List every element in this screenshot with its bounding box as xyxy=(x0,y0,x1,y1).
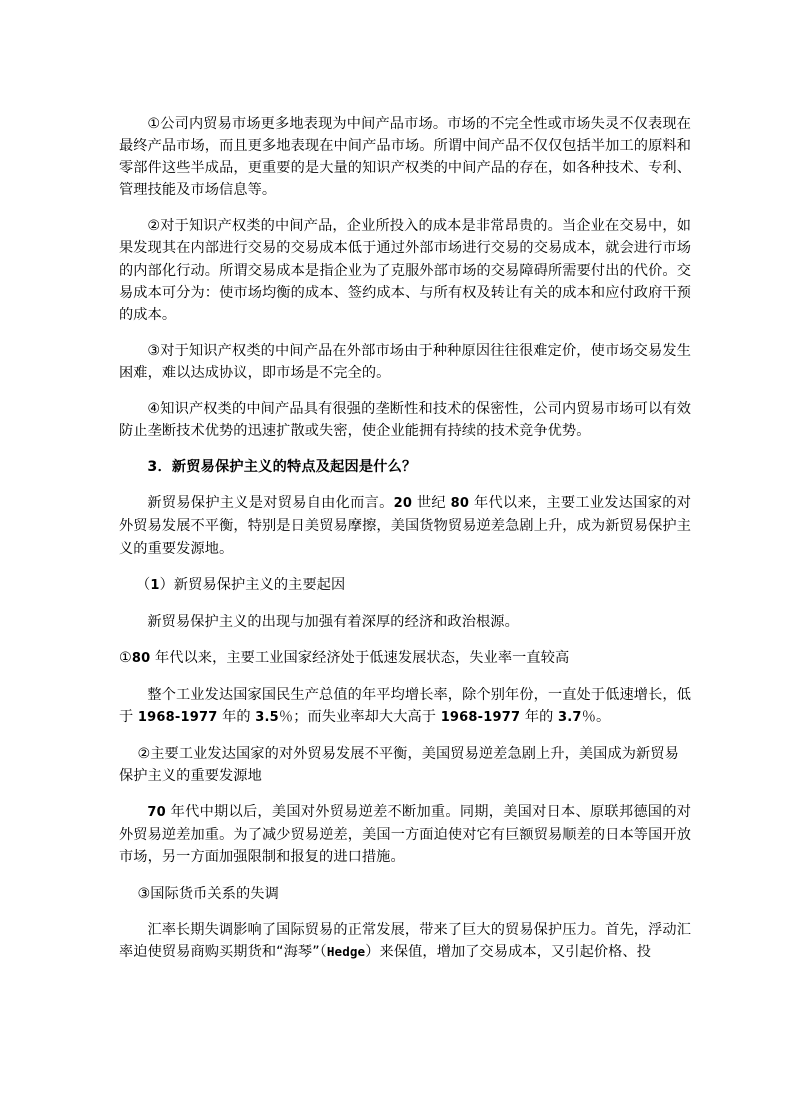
run-years-1968-1977: 1968-1977 xyxy=(440,709,521,725)
paragraph-circle-2: ②对于知识产权类的中间产品，企业所投入的成本是非常昂贵的。当企业在交易中，如果发现其在内部进行交易的交易成本低于通过外部市场进行交易的交易成本，就会进行市场的内部化行动。所谓交易成本是指企业为了克服外部市场的交易障碍所需要付出的代价。交易成本可分为：使市场均衡的成本、签约成本、与所有权及转让有关的成本和应付政府干预的成本。 xyxy=(119,218,691,323)
run-marker-circle-1: ① xyxy=(119,649,132,666)
run-years-1968-1977: 1968-1977 xyxy=(137,709,218,725)
document-text-column xyxy=(119,113,691,977)
run-text: 年代以来，主要工业发达国家的对外贸易发展不平衡，特别是日美贸易摩擦，美国货物贸易逆差急剧上升，成为新贸易保护主义的重要发源地。 xyxy=(119,495,691,557)
run-percent-3-5: 3.5 xyxy=(255,709,279,725)
run-text: ％。 xyxy=(581,708,611,725)
run-text: 年的 xyxy=(520,708,559,725)
paragraph-exchange-rate xyxy=(119,919,691,963)
run-number-80: 80 xyxy=(131,650,151,666)
run-number-80: 80 xyxy=(450,496,470,512)
run-term-hedge: Hedge xyxy=(326,943,366,959)
run-text: ％；而失业率却大大高于 xyxy=(278,708,441,725)
run-text: ）来保值，增加了交易成本，又引起价格、投 xyxy=(365,943,652,960)
run-text: （ xyxy=(136,576,151,593)
paragraph-circle-4: ④知识产权类的中间产品具有很强的垄断性和技术的保密性，公司内贸易市场可以有效防止垄断技术优势的迅速扩散或失密，使企业能拥有持续的技术竞争优势。 xyxy=(119,401,691,440)
section-heading-3: 3．新贸易保护主义的特点及起因是什么？ xyxy=(147,459,417,476)
run-text: 年代中期以后，美国对外贸易逆差不断加重。同期，美国对日本、原联邦德国的对外贸易逆差加重。为了减少贸易逆差，美国一方面迫使对它有巨额贸易顺差的日本等国开放市场，另一方面加强限制和报复的进口措施。 xyxy=(119,804,691,866)
paragraph-circle-1: ①公司内贸易市场更多地表现为中间产品市场。市场的不完全性或市场失灵不仅表现在最终产品市场，而且更多地表现在中间产品市场。所谓中间产品不仅仅包括半加工的原料和零部件这些半成品，更重要的是大量的知识产权类的中间产品的存在，如各种技术、专利、管理技能及市场信息等。 xyxy=(119,116,691,199)
paragraph-growth-rate-stats xyxy=(119,684,691,729)
bullet-item-1 xyxy=(119,647,691,670)
run-percent-3-7: 3.7 xyxy=(558,709,582,725)
run-text: 年代以来，主要工业国家经济处于低速发展状态，失业率一直较高 xyxy=(150,649,570,666)
run-text: 年的 xyxy=(217,708,256,725)
paragraph-circle-3: ③对于知识产权类的中间产品在外部市场由于种种原因往往很难定价，使市场交易发生困难，难以达成协议，即市场是不完全的。 xyxy=(119,342,691,381)
run-number-1: 1 xyxy=(150,577,160,593)
run-number-70: 70 xyxy=(147,805,166,821)
paragraph-us-trade-deficit xyxy=(119,801,691,868)
run-number-20: 20 xyxy=(393,496,413,512)
run-text: 汇率长期失调影响了国际贸易的正常发展，带来了巨大的贸易保护压力。首先，浮动汇率迫使贸易商购买期货和“海琴”（ xyxy=(119,921,691,960)
paragraph-new-protectionism-intro xyxy=(119,492,691,559)
run-text: ）新贸易保护主义的主要起因 xyxy=(159,576,346,593)
run-text: 世纪 xyxy=(412,495,451,512)
paragraph-roots: 新贸易保护主义的出现与加强有着深厚的经济和政治根源。 xyxy=(147,613,519,630)
bullet-item-3: ③国际货币关系的失调 xyxy=(137,885,279,902)
subsection-heading-1 xyxy=(119,574,691,597)
run-text: 新贸易保护主义是对贸易自由化而言。 xyxy=(147,495,394,512)
bullet-item-2: ②主要工业发达国家的对外贸易发展不平衡，美国贸易逆差急剧上升，美国成为新贸易保护主义的重要发源地 xyxy=(119,746,679,785)
run-text: 整个工业发达国家国民生产总值的年平均增长率，除个别年份，一直处于低速增长，低于 xyxy=(119,686,691,725)
